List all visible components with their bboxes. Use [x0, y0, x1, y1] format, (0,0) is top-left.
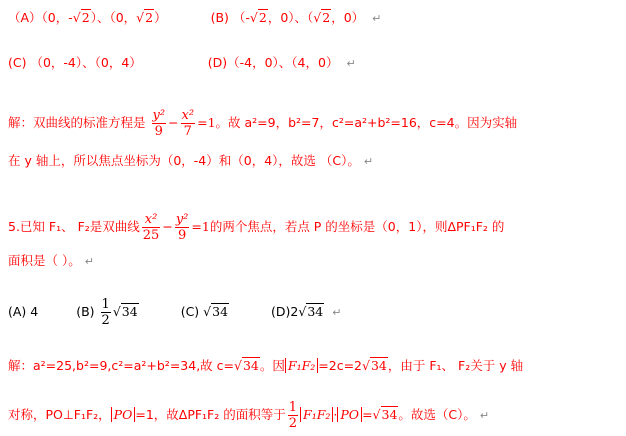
- question-5-line1: 5.已知 F₁、 F₂是双曲线 $\frac{\text{x²}}{25}$ − $\frac{\text{y²}}{9}$ =1的两个焦点，若点 P 的坐标是（0，1），则ΔPF₁F₂ 的: [8, 212, 505, 243]
- fraction-y2-9: $\frac{\text{y²}}{9}$: [152, 108, 166, 139]
- option-d: (D)（-4，0）、（4，0）: [207, 55, 339, 70]
- return-mark: ↵: [346, 57, 356, 70]
- question-5-line2: 面积是（ ）。 ↵: [8, 253, 94, 268]
- solution-4-line2: 在 y 轴上，所以焦点坐标为（0，-4）和（0，4），故选 （C）。 ↵: [8, 153, 374, 168]
- solution-5-line2: 对称，PO⊥F₁F₂， PO =1，故ΔPF₁F₂ 的面积等于 $\frac{1}{2}$ F₁F₂ · PO =√34。故选（C）。 ↵: [8, 400, 490, 431]
- fraction-y2-9: $\frac{\text{y²}}{9}$: [175, 212, 189, 243]
- q5-options-row: [8, 297, 341, 328]
- fraction-x2-25: $\frac{\text{x²}}{25}$: [142, 212, 160, 243]
- q4-options-row1: [8, 10, 381, 27]
- solution-5-line1: 解：a²=25,b²=9,c²=a²+b²=34,故 c=√34。因 F₁F₂ =2c=2√34，由于 F₁、 F₂关于 y 轴: [8, 358, 524, 373]
- return-mark: ↵: [84, 255, 94, 268]
- return-mark: ↵: [372, 12, 382, 25]
- option-c: (C) （0，-4）、（0，4）: [8, 55, 142, 70]
- q4-options-row2: [8, 55, 356, 72]
- option-b: (B) （-√2，0）、（√2，0）: [210, 10, 365, 25]
- option-a: (A) 4: [8, 304, 39, 319]
- fraction-x2-7: $\frac{\text{x²}}{7}$: [181, 108, 195, 139]
- option-b: (B) $\frac{1}{2}$ √34: [76, 297, 138, 328]
- option-d: (D)2√34: [271, 304, 324, 319]
- option-c: (C) √34: [180, 304, 229, 319]
- return-mark: ↵: [479, 409, 490, 422]
- return-mark: ↵: [363, 155, 374, 168]
- return-mark: ↵: [332, 306, 342, 319]
- solution-4-line1: 解：双曲线的标准方程是 $\frac{\text{y²}}{9}$ − $\frac{\text{x²}}{7}$ =1。故 a²=9，b²=7，c²=a²+b²=16，c=4。因为实轴: [8, 108, 518, 139]
- option-a: （A）（0，-√2）、（0，√2）: [8, 10, 167, 25]
